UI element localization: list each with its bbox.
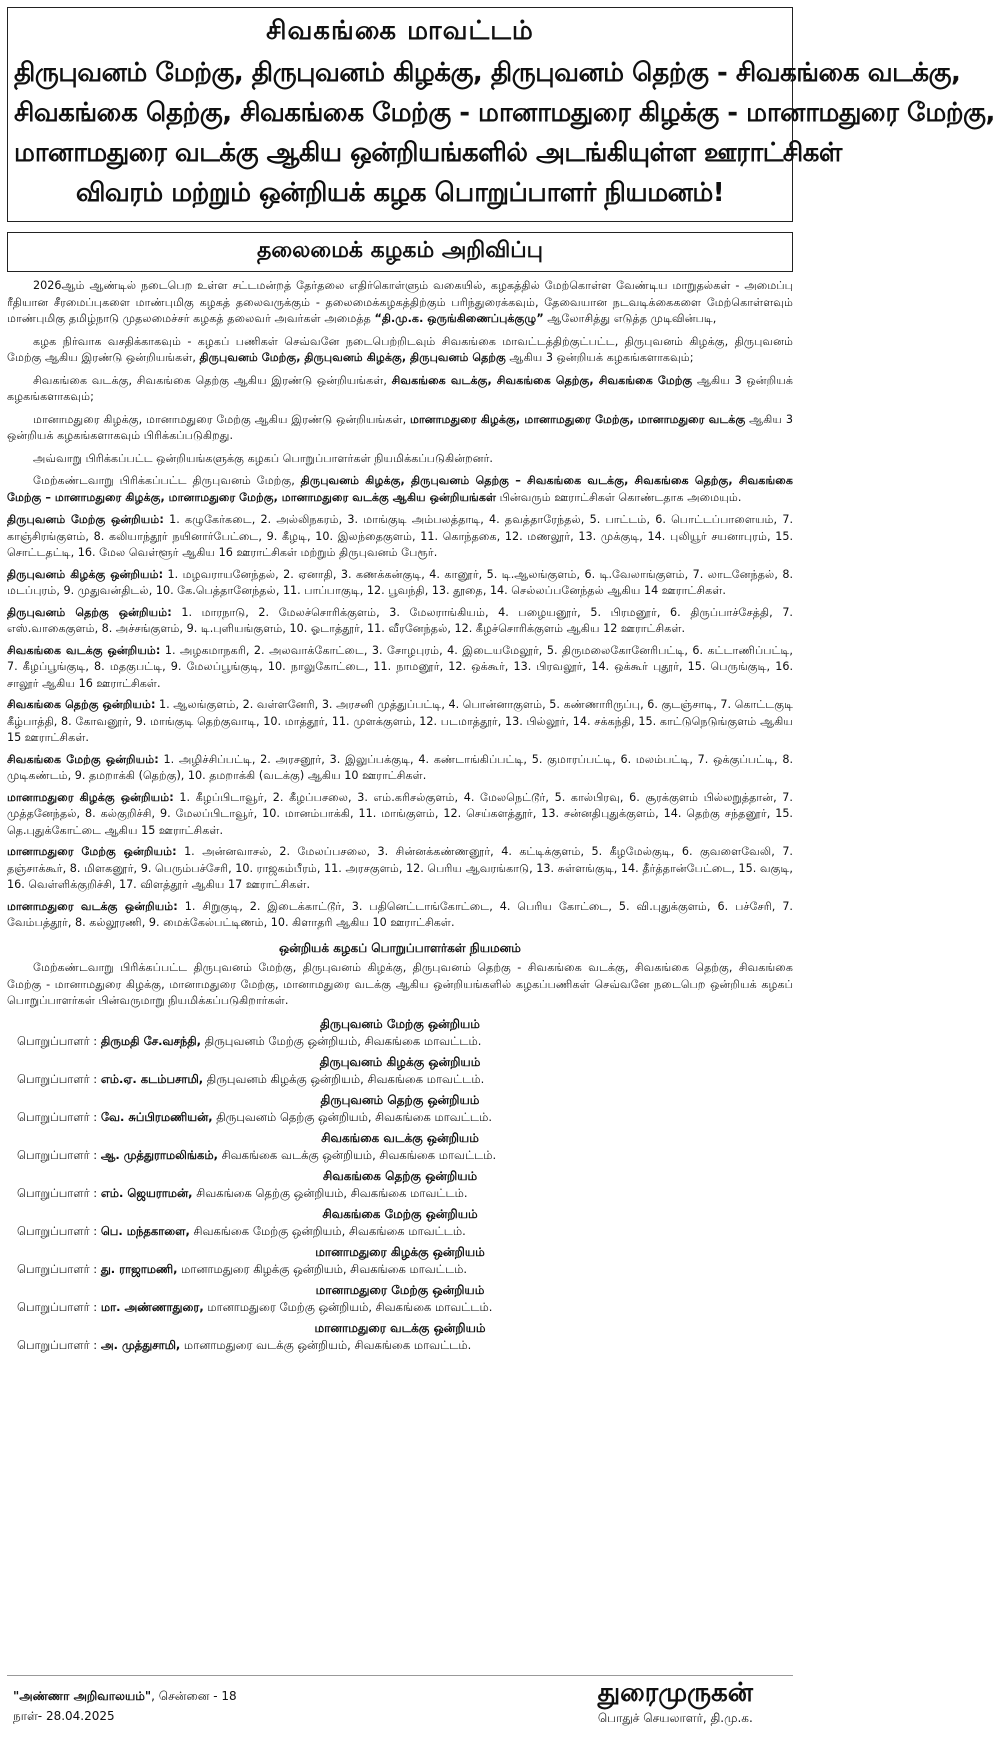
text: ஆகிய 3 ஒன்றியக் கழகங்களாகவும் பிரிக்கப்படுகிறது. [7,412,793,442]
union-names: சிவகங்கை வடக்கு, சிவகங்கை தெற்கு, சிவகங்கை மேற்கு [391,373,693,387]
union-title: சிவகங்கை மேற்கு ஒன்றியம்: [7,752,159,766]
text: மானாமதுரை கிழக்கு, மானாமதுரை மேற்கு ஆகிய இரண்டு ஒன்றியங்கள், [33,412,410,426]
headline-line: மானாமதுரை வடக்கு ஆகிய ஒன்றியங்களில் அடங்கியுள்ள ஊராட்சிகள் [14,138,842,168]
announcement-title: தலைமைக் கழகம் அறிவிப்பு [7,232,793,272]
appointment-union: சிவகங்கை தெற்கு ஒன்றியம் [322,1168,478,1183]
district-title: சிவகங்கை மாவட்டம் [266,16,534,46]
appointments-intro: மேற்கண்டவாறு பிரிக்கப்பட்ட திருபுவனம் மேற்கு, திருபுவனம் கிழக்கு, திருபுவனம் தெற்கு - சிவகங்கை வடக்கு, சிவகங்கை தெற்கு, சிவகங்கை மேற்கு - மானாமதுரை கிழக்கு, மானாமதுரை மேற்கு, மானாமதுரை வடக்கு ஆகிய ஒன்றியங்களில் கழகப்பணிகள் செவ்வனே நடைபெற ஒன்றியக் கழகப் பொறுப்பாளர்கள் பின்வருமாறு நியமிக்கப்படுகிறார்கள். [7,961,793,1007]
text: ஆலோசித்து எடுத்த முடிவின்படி, [543,312,717,325]
panchayat-list: 1. மழவராயனேந்தல், 2. ஏனாதி, 3. கணக்கன்குடி, 4. கானூர், 5. டி.ஆலங்குளம், 6. டி.வேலாங்குளம், 7. லாடனேந்தல், 8. மடப்புரம், 9. முதுவன்திடல், 10. கே.பெத்தானேந்தல், 11. பாப்பாகுடி, 12. பூவந்தி, 13. தூதை, 14. செல்லப்பனேந்தல் ஆகிய 14 ஊராட்சிகள். [7,567,793,597]
appointee-name: து. ராஜாமணி, [100,1262,178,1276]
appointment-block [7,1130,793,1164]
union-names: திருபுவனம் கிழக்கு, திருபுவனம் தெற்கு – சிவகங்கை வடக்கு, சிவகங்கை தெற்கு, சிவகங்கை மேற்கு – மானாமதுரை கிழக்கு, மானாமதுரை மேற்கு, மானாமதுரை வடக்கு ஆகிய ஒன்றியங்கள் [7,474,794,504]
appointments-heading: ஒன்றியக் கழகப் பொறுப்பாளர்கள் நியமனம் [279,940,521,955]
union-title: திருபுவனம் மேற்கு ஒன்றியம்: [7,513,164,526]
appointment-union: சிவகங்கை மேற்கு ஒன்றியம் [322,1206,478,1221]
panchayat-list: 1. அழகமாநகரி, 2. அலவாக்கோட்டை, 3. சோழபுரம், 4. இடையமேலூர், 5. திருமலைகோனேரிபட்டி, 6. கட்டாணிப்பட்டி, 7. கீழப்பூங்குடி, 8. மதகுபட்டி, 9. மேலப்பூங்குடி, 10. நாலுகோட்டை, 11. நாமனூர், 12. ஒக்கூர், 13. பிரவலூர், 14. ஒக்கூர் புதூர், 15. பெருங்குடி, 16. சாலூர் ஆகிய 16 ஊராட்சிகள். [7,643,793,690]
appointment-line [7,1261,793,1278]
union-section [7,790,793,840]
appointment-union: மானாமதுரை கிழக்கு ஒன்றியம் [315,1244,485,1259]
appointment-block [7,1206,793,1240]
appointment-union: திருபுவனம் மேற்கு ஒன்றியம் [320,1016,480,1031]
appointee-name: ஆ. முத்துராமலிங்கம், [100,1148,218,1162]
appointee-place: திருபுவனம் மேற்கு ஒன்றியம், சிவகங்கை மாவட்டம். [201,1034,482,1048]
union-title: திருபுவனம் கிழக்கு ஒன்றியம்: [7,567,164,581]
appointee-name: திருமதி சே.வசந்தி, [100,1034,202,1048]
appointment-union: மானாமதுரை வடக்கு ஒன்றியம் [314,1320,486,1335]
appointee-place: சிவகங்கை வடக்கு ஒன்றியம், சிவகங்கை மாவட்டம். [217,1148,497,1162]
role-label: பொறுப்பாளர் : [17,1224,98,1238]
union-section [7,605,793,638]
appointee-place: மானாமதுரை கிழக்கு ஒன்றியம், சிவகங்கை மாவட்டம். [177,1262,468,1276]
intro-paragraph [7,373,793,406]
appointment-block [7,1016,793,1050]
union-section [7,844,793,894]
role-label: பொறுப்பாளர் : [17,1300,98,1314]
appointee-place: மானாமதுரை மேற்கு ஒன்றியம், சிவகங்கை மாவட்டம். [203,1300,493,1314]
appointment-block [7,1168,793,1202]
appointee-place: மானாமதுரை வடக்கு ஒன்றியம், சிவகங்கை மாவட்டம். [180,1338,472,1352]
text: 2026ஆம் ஆண்டில் நடைபெற உள்ள சட்டமன்றத் தேர்தலை எதிர்கொள்ளும் வகையில், கழகத்தில் மேற்கொள்ள வேண்டிய மாறுதல்கள் - அமைப்பு ரீதியான சீரமைப்புகளை மாண்புமிகு கழகத் தலைவருக்கும் - தலைமைக்கழகத்திற்கும் பரிந்துரைக்கவும், தேவையான நடவடிக்கைகளை மேற்கொள்ளவும் மாண்புமிகு தமிழ்நாடு முதலமைச்சர் கழகத் தலைவர் அவர்கள் அமைத்த [7,279,793,325]
headline [14,53,995,213]
union-names: மானாமதுரை கிழக்கு, மானாமதுரை மேற்கு, மானாமதுரை வடக்கு [409,412,746,426]
appointee-place: சிவகங்கை மேற்கு ஒன்றியம், சிவகங்கை மாவட்டம். [189,1224,466,1238]
appointee-name: எம். ஜெயராமன், [100,1186,193,1200]
text: ஆகிய 3 ஒன்றியக் கழகங்களாகவும்; [7,373,793,403]
announcement-body [7,278,793,1354]
committee-name: “தி.மு.க. ஒருங்கிணைப்புக்குழு” [374,312,544,325]
appointee-place: திருபுவனம் தெற்கு ஒன்றியம், சிவகங்கை மாவட்டம். [212,1110,492,1124]
appointment-line [7,1223,793,1240]
union-title: சிவகங்கை வடக்கு ஒன்றியம்: [7,643,161,657]
appointment-union: சிவகங்கை வடக்கு ஒன்றியம் [321,1130,479,1145]
intro-paragraph [7,473,793,506]
appointment-union: திருபுவனம் கிழக்கு ஒன்றியம் [319,1054,481,1069]
office-name: "அண்ணா அறிவாலயம்" [13,1689,152,1703]
signatory-name: துரைமுருகன் [597,1678,753,1708]
appointment-line [7,1337,793,1354]
headline-line: சிவகங்கை தெற்கு, சிவகங்கை மேற்கு - மானாமதுரை கிழக்கு - மானாமதுரை மேற்கு, [14,98,995,128]
role-label: பொறுப்பாளர் : [17,1148,98,1162]
signature-block [598,1678,753,1727]
appointment-block [7,1054,793,1088]
role-label: பொறுப்பாளர் : [17,1072,98,1086]
union-names: திருபுவனம் மேற்கு, திருபுவனம் கிழக்கு, திருபுவனம் தெற்கு [199,351,506,364]
text: சிவகங்கை வடக்கு, சிவகங்கை தெற்கு ஆகிய இரண்டு ஒன்றியங்கள், [33,373,392,387]
appointment-line [7,1185,793,1202]
footer [7,1675,793,1738]
appointment-line [7,1299,793,1316]
union-title: மானாமதுரை வடக்கு ஒன்றியம்: [7,899,178,913]
headline-line: திருபுவனம் மேற்கு, திருபுவனம் கிழக்கு, திருபுவனம் தெற்கு - சிவகங்கை வடக்கு, [14,58,961,88]
appointee-name: மா. அண்ணாதுரை, [100,1300,204,1314]
appointee-place: சிவகங்கை தெற்கு ஒன்றியம், சிவகங்கை மாவட்டம். [192,1186,468,1200]
appointment-block [7,1092,793,1126]
appointee-name: எம்.ஏ. கடம்பசாமி, [100,1072,204,1086]
role-label: பொறுப்பாளர் : [17,1262,98,1276]
panchayat-list: 1. சிறுகுடி, 2. இடைக்காட்டூர், 3. பதினெட்டாங்கோட்டை, 4. பெரிய கோட்டை, 5. வி.புதுக்குளம், 6. பச்சேரி, 7. வேம்பத்தூர், 8. கல்லூரணி, 9. மைக்கேல்பட்டிணம், 10. கிளாதரி ஆகிய 10 ஊராட்சிகள். [7,899,793,929]
appointee-place: திருபுவனம் கிழக்கு ஒன்றியம், சிவகங்கை மாவட்டம். [203,1072,485,1086]
appointment-block [7,1320,793,1354]
appointment-union: திருபுவனம் தெற்கு ஒன்றியம் [320,1092,480,1107]
union-section [7,697,793,747]
union-section [7,512,793,562]
header-box [7,7,995,222]
appointee-name: பெ. மந்தகாளை, [100,1224,190,1238]
union-section [7,899,793,932]
role-label: பொறுப்பாளர் : [17,1034,98,1048]
appointment-line [7,1033,793,1050]
appointment-line [7,1147,793,1164]
appointment-block [7,1282,793,1316]
signatory-title: பொதுச் செயலாளர், தி.மு.க. [597,1711,753,1725]
intro-paragraph: அவ்வாறு பிரிக்கப்பட்ட ஒன்றியங்களுக்கு கழகப் பொறுப்பாளர்கள் நியமிக்கப்படுகின்றனர். [33,451,493,465]
union-section [7,752,793,785]
role-label: பொறுப்பாளர் : [17,1110,98,1124]
union-section [7,643,793,693]
panchayat-list: 1. கீழப்பிடாவூர், 2. கீழப்பசலை, 3. எம்.கரிசல்குளம், 4. மேலநெட்டூர், 5. கால்பிரவு, 6. சூரக்குளம் பில்லறுத்தான், 7. முத்தனேந்தல், 8. கல்குறிச்சி, 9. மேலப்பிடாவூர், 10. மானம்பாக்கி, 11. மாங்குளம், 12. செய்களத்தூர், 13. சன்னதிபுதுக்குளம், 14. தெற்கு சந்தனூர், 15. தெ.புதுக்கோட்டை ஆகிய 15 ஊராட்சிகள். [7,790,793,837]
headline-line: விவரம் மற்றும் ஒன்றியக் கழக பொறுப்பாளர் நியமனம்! [75,178,725,208]
panchayat-list: 1. மாரநாடு, 2. மேலச்சொரிக்குளம், 3. மேலராங்கியம், 4. பழையனூர், 5. பிரமனூர், 6. திருப்பாச்சேத்தி, 7. எஸ்.வாகைகுளம், 8. அச்சங்குளம், 9. டி.புளியங்குளம், 10. ஓடாத்தூர், 11. வீரனேந்தல், 12. கீழச்சொரிக்குளம் ஆகிய 12 ஊராட்சிகள். [7,605,793,635]
appointee-name: வே. சுப்பிரமணியன், [100,1110,213,1124]
office-city: , சென்னை - 18 [151,1689,237,1703]
intro-paragraph [7,412,793,445]
union-title: மானாமதுரை கிழக்கு ஒன்றியம்: [7,790,174,804]
union-section [7,567,793,600]
appointment-line [7,1109,793,1126]
appointment-block [7,1244,793,1278]
office-line [13,1686,237,1706]
appointee-name: அ. முத்துசாமி, [100,1338,181,1352]
text: கழக நிர்வாக வசதிக்காகவும் - கழகப் பணிகள் செவ்வனே நடைபெற்றிடவும் சிவகங்கை மாவட்டத்திற்குட்பட்ட, திருபுவனம் கிழக்கு, திருபுவனம் மேற்கு ஆகிய இரண்டு ஒன்றியங்கள், [7,334,793,364]
role-label: பொறுப்பாளர் : [17,1338,98,1352]
union-title: மானாமதுரை மேற்கு ஒன்றியம்: [7,845,177,858]
panchayat-list: 1. கழுகேர்கடை, 2. அல்லிநகரம், 3. மாங்குடி அம்பலத்தாடி, 4. தவத்தாரேந்தல், 5. பாட்டம், 6. பொட்டப்பாளையம், 7. காஞ்சிரங்குளம், 8. கலியாந்தூர் நயினார்பேட்டை, 9. கீழடி, 10. இலந்தைகுளம், 11. கொந்தகை, 12. மணலூர், 13. முக்குடி, 14. புலியூர் சயனாபுரம், 15. சொட்டதட்டி, 16. மேல வெள்ளூர் ஆகிய 16 ஊராட்சிகள் மற்றும் திருபுவனம் பேரூர். [7,513,794,559]
footer-office [13,1686,237,1726]
union-title: சிவகங்கை தெற்கு ஒன்றியம்: [7,698,156,711]
panchayat-list: 1. ஆலங்குளம், 2. வள்ளனேரி, 3. அரசனி முத்துப்பட்டி, 4. பொன்னாகுளம், 5. கண்ணாரிருப்பு, 6. குடஞ்சாடி, 7. கொட்டகுடி கீழ்பாத்தி, 8. கோவனூர், 9. மாங்குடி தெற்குவாடி, 10. மாத்தூர், 11. முளக்குளம், 12. படமாத்தூர், 13. பில்லூர், 14. சக்கந்தி, 15. காட்டுநெடுங்குளம் ஆகிய 15 ஊராட்சிகள். [7,698,793,744]
role-label: பொறுப்பாளர் : [17,1186,98,1200]
panchayat-list: 1. அன்னவாசல், 2. மேலப்பசலை, 3. சின்னக்கண்ணனூர், 4. கட்டிக்குளம், 5. கீழமேல்குடி, 6. குவளைவேலி, 7. தஞ்சாக்கூர், 8. மிளகனூர், 9. பெரும்பச்சேரி, 10. ராஜகம்பீரம், 11. அரசகுளம், 12. பெரிய ஆவரங்காடு, 13. சுள்ளங்குடி, 14. தீர்த்தான்பேட்டை, 15. வகுடி, 16. வெள்ளிக்குறிச்சி, 17. விளத்தூர் ஆகிய 17 ஊராட்சிகள். [7,845,793,891]
announcement-page [7,7,995,1738]
date: நாள்- 28.04.2025 [13,1709,115,1723]
text: ஆகிய 3 ஒன்றியக் கழகங்களாகவும்; [505,351,694,364]
appointment-union: மானாமதுரை மேற்கு ஒன்றியம் [315,1282,485,1297]
intro-paragraph [7,334,793,367]
appointment-line [7,1071,793,1088]
panchayat-list: 1. அழிச்சிப்பட்டி, 2. அரசனூர், 3. இலுப்பக்குடி, 4. கண்டாங்கிப்பட்டி, 5. குமாரப்பட்டி, 6. மலம்பட்டி, 7. ஒக்குப்பட்டி, 8. முடிகண்டம், 9. தமறாக்கி (தெற்கு), 10. தமறாக்கி (வடக்கு) ஆகிய 10 ஊராட்சிகள். [7,752,793,782]
intro-paragraph [7,278,793,328]
text: பின்வரும் ஊராட்சிகள் கொண்டதாக அமையும். [496,490,742,504]
text: மேற்கண்டவாறு பிரிக்கப்பட்ட திருபுவனம் மேற்கு, [33,474,301,487]
union-title: திருபுவனம் தெற்கு ஒன்றியம்: [7,605,172,619]
